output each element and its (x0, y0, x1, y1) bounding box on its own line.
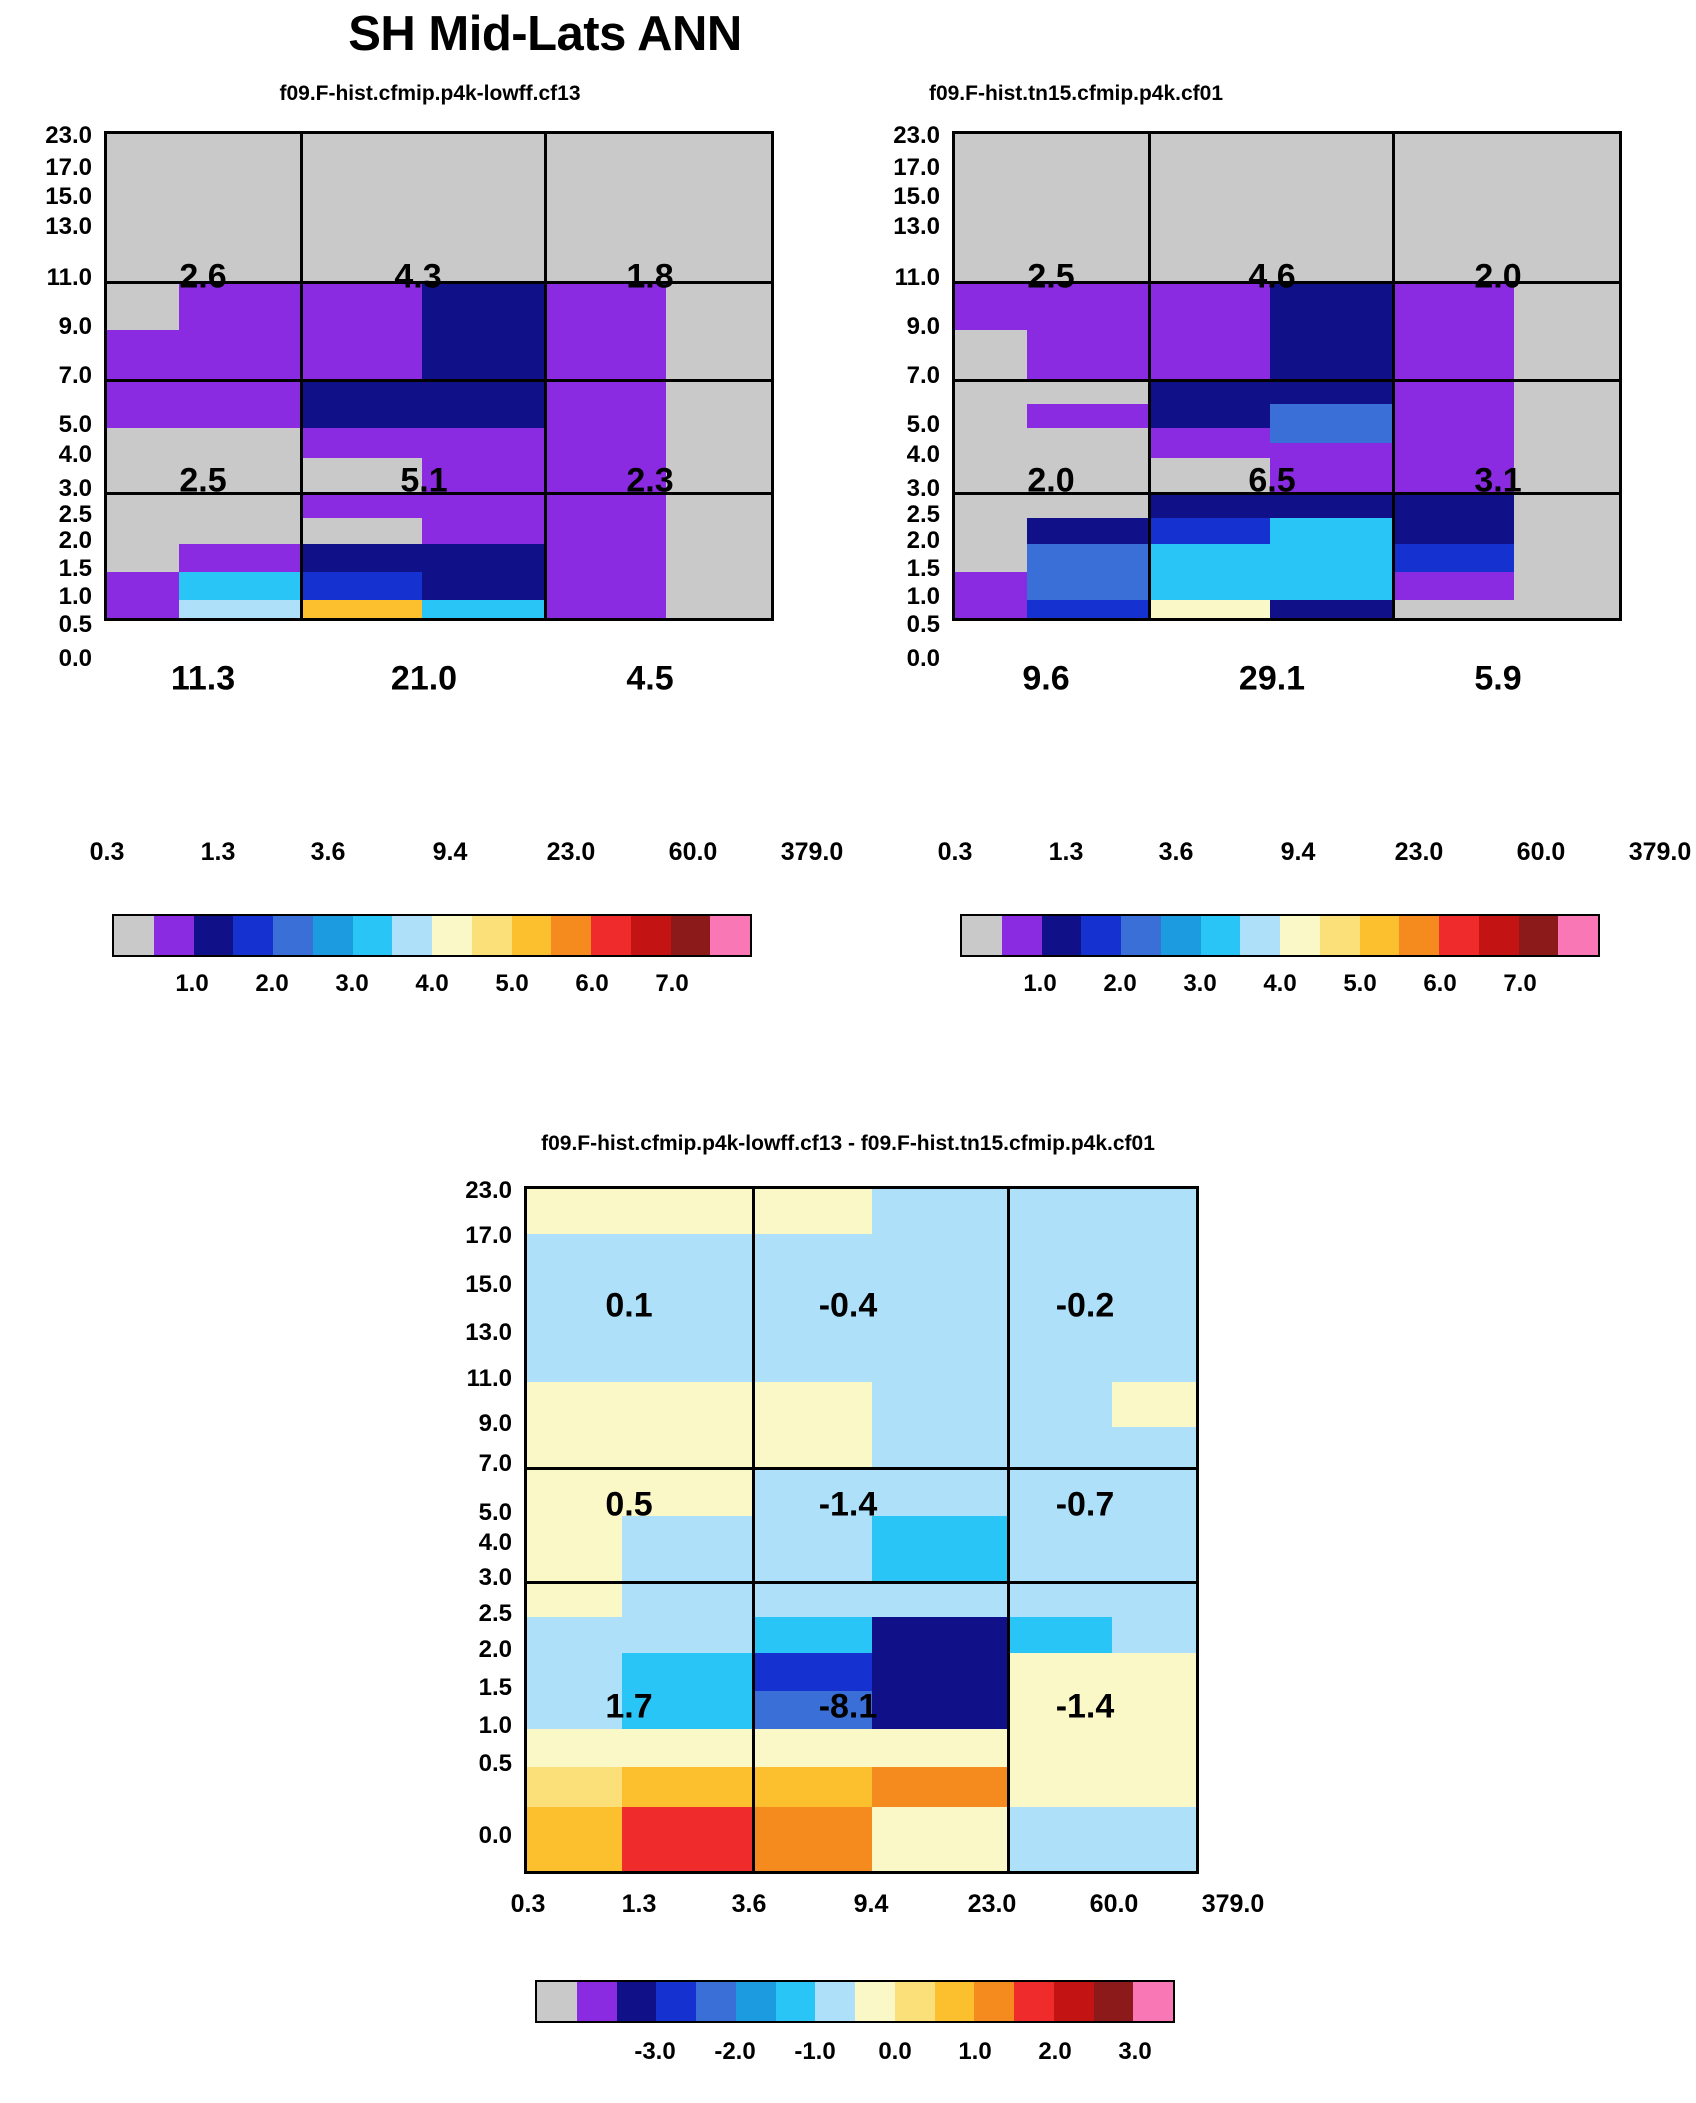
y-tick: 17.0 (45, 154, 92, 181)
colorbar-tick: 5.0 (495, 970, 529, 997)
cell-value: 4.5 (626, 659, 674, 698)
cell-value: 0.5 (605, 1485, 653, 1524)
colorbar-tick: 6.0 (575, 970, 609, 997)
x-tick: 3.6 (1158, 838, 1194, 866)
colorbar-tick: 6.0 (1423, 970, 1457, 997)
x-tick: 0.3 (89, 838, 125, 866)
colorbar-tick: 5.0 (1343, 970, 1377, 997)
x-tick: 9.4 (1280, 838, 1316, 866)
y-tick: 15.0 (45, 183, 92, 210)
y-tick: 23.0 (893, 122, 940, 149)
y-tick: 23.0 (465, 1177, 512, 1204)
y-tick: 3.0 (906, 475, 940, 502)
x-tick: 23.0 (967, 1890, 1017, 1918)
colorbar-tick: 4.0 (415, 970, 449, 997)
colorbar-tick: 1.0 (175, 970, 209, 997)
cell-value: 5.1 (400, 461, 448, 500)
y-tick: 3.0 (58, 475, 92, 502)
colorbar-tick: -2.0 (714, 2038, 756, 2065)
y-tick: 5.0 (478, 1499, 512, 1526)
y-tick: 0.0 (478, 1822, 512, 1849)
colorbar-tick: 3.0 (335, 970, 369, 997)
y-tick: 1.5 (906, 555, 940, 582)
colorbar-tick: -1.0 (794, 2038, 836, 2065)
cell-value: 0.1 (605, 1286, 653, 1325)
x-tick: 1.3 (200, 838, 236, 866)
cell-value: 2.0 (1027, 461, 1075, 500)
panel-top-right-plot (952, 131, 1622, 621)
x-tick: 379.0 (1628, 838, 1692, 866)
y-tick: 13.0 (893, 213, 940, 240)
cell-value: 29.1 (1238, 659, 1306, 698)
panel-top-left-plot (104, 131, 774, 621)
panel-top-left-title: f09.F-hist.cfmip.p4k-lowff.cf13 (279, 82, 581, 105)
x-tick: 3.6 (731, 1890, 767, 1918)
cell-value: 4.6 (1248, 257, 1296, 296)
cell-value: 9.6 (1022, 659, 1070, 698)
cell-value: 21.0 (390, 659, 458, 698)
y-tick: 7.0 (58, 362, 92, 389)
y-tick: 9.0 (906, 313, 940, 340)
cell-value: -1.4 (818, 1485, 878, 1524)
y-tick: 2.0 (58, 527, 92, 554)
y-tick: 5.0 (58, 411, 92, 438)
y-tick: 4.0 (58, 441, 92, 468)
cell-value: 2.5 (179, 461, 227, 500)
y-tick: 15.0 (465, 1271, 512, 1298)
x-tick: 9.4 (432, 838, 468, 866)
y-tick: 1.0 (478, 1712, 512, 1739)
y-tick: 0.5 (906, 611, 940, 638)
cell-value: 6.5 (1248, 461, 1296, 500)
y-tick: 17.0 (893, 154, 940, 181)
colorbar-bottom (535, 1980, 1175, 2023)
cell-value: -8.1 (818, 1687, 878, 1726)
cell-value: -0.2 (1055, 1286, 1115, 1325)
x-tick: 9.4 (853, 1890, 889, 1918)
colorbar-tick: 0.0 (878, 2038, 912, 2065)
y-tick: 1.0 (906, 583, 940, 610)
y-tick: 1.5 (58, 555, 92, 582)
y-tick: 7.0 (478, 1450, 512, 1477)
x-tick: 23.0 (546, 838, 596, 866)
y-tick: 15.0 (893, 183, 940, 210)
colorbar-tick: 2.0 (255, 970, 289, 997)
y-tick: 5.0 (906, 411, 940, 438)
x-tick: 0.3 (510, 1890, 546, 1918)
x-tick: 1.3 (1048, 838, 1084, 866)
y-tick: 11.0 (466, 1365, 512, 1392)
cell-value: 1.7 (605, 1687, 653, 1726)
cell-value: 5.9 (1474, 659, 1522, 698)
panel-top-right-title: f09.F-hist.tn15.cfmip.p4k.cf01 (928, 82, 1224, 105)
y-tick: 23.0 (45, 122, 92, 149)
cell-value: 3.1 (1474, 461, 1522, 500)
colorbar-tick: 1.0 (958, 2038, 992, 2065)
colorbar-tick: -3.0 (634, 2038, 676, 2065)
y-tick: 2.0 (478, 1636, 512, 1663)
colorbar-tick: 2.0 (1103, 970, 1137, 997)
cell-value: -1.4 (1055, 1687, 1115, 1726)
colorbar-top-left (112, 914, 752, 957)
y-tick: 0.0 (906, 645, 940, 672)
y-tick: 4.0 (478, 1529, 512, 1556)
y-tick: 0.5 (478, 1750, 512, 1777)
cell-value: 1.8 (626, 257, 674, 296)
y-tick: 11.0 (894, 264, 940, 291)
y-tick: 11.0 (46, 264, 92, 291)
y-tick: 2.5 (478, 1600, 512, 1627)
x-tick: 379.0 (780, 838, 844, 866)
y-tick: 2.0 (906, 527, 940, 554)
x-tick: 0.3 (937, 838, 973, 866)
y-tick: 9.0 (478, 1410, 512, 1437)
y-tick: 2.5 (58, 501, 92, 528)
x-tick: 23.0 (1394, 838, 1444, 866)
colorbar-tick: 7.0 (1503, 970, 1537, 997)
x-tick: 60.0 (1516, 838, 1566, 866)
y-tick: 17.0 (465, 1222, 512, 1249)
colorbar-tick: 3.0 (1183, 970, 1217, 997)
y-tick: 1.0 (58, 583, 92, 610)
panel-bottom-title: f09.F-hist.cfmip.p4k-lowff.cf13 - f09.F-hist.tn15.cfmip.p4k.cf01 (541, 1132, 1155, 1155)
y-tick: 2.5 (906, 501, 940, 528)
y-tick: 13.0 (45, 213, 92, 240)
cell-value: 11.3 (170, 659, 236, 698)
cell-value: 2.3 (626, 461, 674, 500)
cell-value: -0.7 (1055, 1485, 1115, 1524)
colorbar-tick: 3.0 (1118, 2038, 1152, 2065)
cell-value: -0.4 (818, 1286, 878, 1325)
y-tick: 0.5 (58, 611, 92, 638)
cell-value: 2.0 (1474, 257, 1522, 296)
y-tick: 4.0 (906, 441, 940, 468)
y-tick: 9.0 (58, 313, 92, 340)
cell-value: 2.5 (1027, 257, 1075, 296)
y-tick: 0.0 (58, 645, 92, 672)
colorbar-tick: 2.0 (1038, 2038, 1072, 2065)
x-tick: 3.6 (310, 838, 346, 866)
colorbar-tick: 7.0 (655, 970, 689, 997)
y-tick: 3.0 (478, 1564, 512, 1591)
x-tick: 1.3 (621, 1890, 657, 1918)
y-tick: 1.5 (478, 1674, 512, 1701)
y-tick: 13.0 (465, 1319, 512, 1346)
x-tick: 60.0 (1089, 1890, 1139, 1918)
y-tick: 7.0 (906, 362, 940, 389)
colorbar-tick: 1.0 (1023, 970, 1057, 997)
colorbar-tick: 4.0 (1263, 970, 1297, 997)
cell-value: 4.3 (394, 257, 442, 296)
cell-value: 2.6 (179, 257, 227, 296)
colorbar-top-right (960, 914, 1600, 957)
x-tick: 379.0 (1201, 1890, 1265, 1918)
x-tick: 60.0 (668, 838, 718, 866)
figure-title: SH Mid-Lats ANN (348, 7, 742, 61)
